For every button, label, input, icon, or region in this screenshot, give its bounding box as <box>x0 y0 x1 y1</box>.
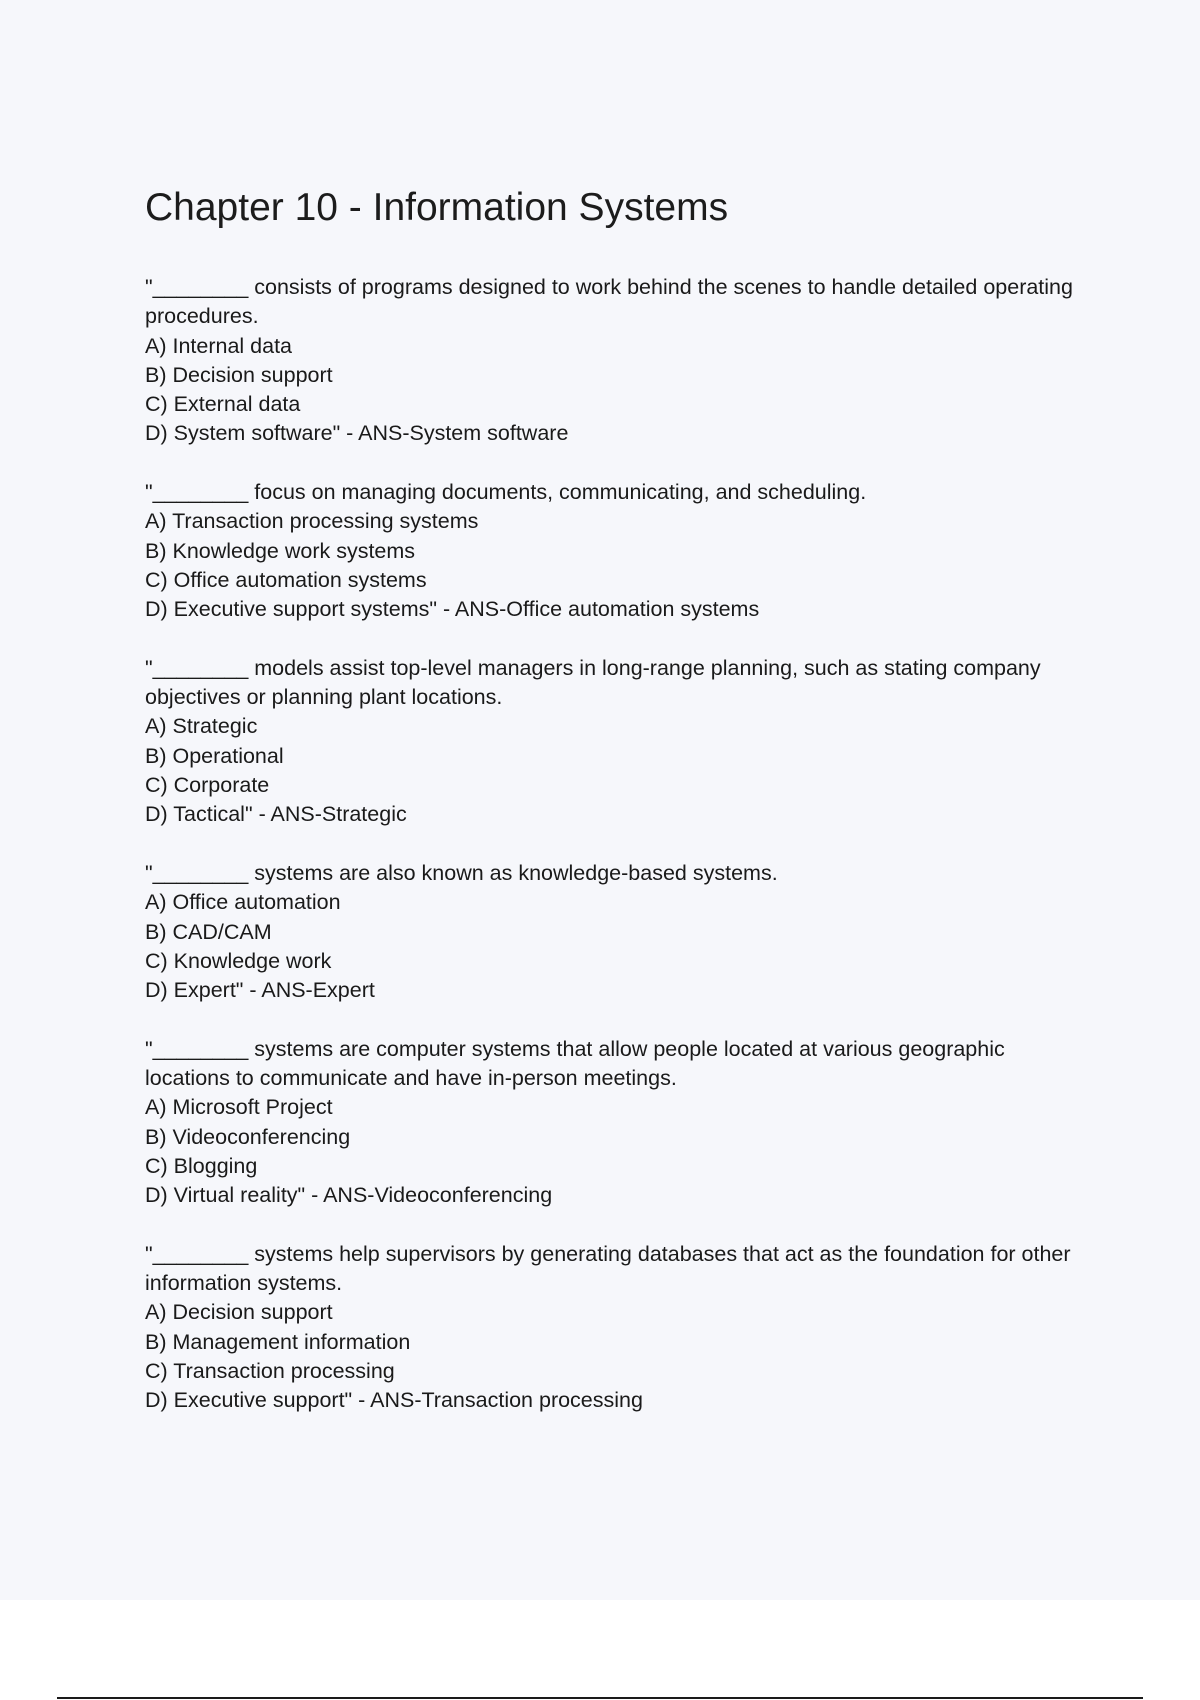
question-stem: "________ consists of programs designed to work behind the scenes to handle detailed operating procedures. <box>145 275 1073 329</box>
answer-option: A) Internal data <box>145 333 293 358</box>
answer-option: A) Microsoft Project <box>145 1095 333 1120</box>
answer-option: A) Office automation <box>145 890 341 915</box>
answer-option: B) CAD/CAM <box>145 919 272 944</box>
answer-option: A) Decision support <box>145 1300 333 1325</box>
answer-option: B) Decision support <box>145 362 333 387</box>
answer-option: C) Office automation systems <box>145 567 427 592</box>
question-stem: "________ systems are computer systems that allow people located at various geographic locations to communicate and have in-person meetings. <box>145 1036 1005 1091</box>
answer-option: A) Strategic <box>145 714 258 739</box>
answer-option: B) Management information <box>145 1329 411 1354</box>
question-item <box>145 478 1085 624</box>
answer-option: B) Videoconferencing <box>145 1124 351 1149</box>
answer-option: B) Knowledge work systems <box>145 538 416 563</box>
question-list <box>145 273 1085 1416</box>
answer-option: C) External data <box>145 392 301 417</box>
answer-option: D) System software" - ANS-System software <box>145 421 569 446</box>
document-content <box>145 182 1085 1445</box>
answer-option: C) Knowledge work <box>145 948 332 973</box>
question-stem: "________ focus on managing documents, communicating, and scheduling. <box>145 480 867 505</box>
question-stem: "________ models assist top-level managers in long-range planning, such as stating company objectives or planning plant locations. <box>145 655 1041 710</box>
answer-option: D) Tactical" - ANS-Strategic <box>145 802 407 827</box>
question-item <box>145 1035 1085 1211</box>
answer-option: C) Blogging <box>145 1153 258 1178</box>
answer-option: D) Virtual reality" - ANS-Videoconferencing <box>145 1183 553 1208</box>
answer-option: D) Executive support systems" - ANS-Office automation systems <box>145 597 760 622</box>
answer-option: D) Expert" - ANS-Expert <box>145 978 375 1003</box>
answer-option: D) Executive support" - ANS-Transaction processing <box>145 1388 643 1413</box>
question-item <box>145 654 1085 830</box>
question-stem: "________ systems help supervisors by generating databases that act as the foundation for other information systems. <box>145 1241 1071 1296</box>
answer-option: A) Transaction processing systems <box>145 509 479 534</box>
question-stem: "________ systems are also known as knowledge-based systems. <box>145 860 778 885</box>
question-item <box>145 1240 1085 1416</box>
question-item <box>145 273 1085 449</box>
page-title: Chapter 10 - Information Systems <box>145 186 729 229</box>
answer-option: C) Corporate <box>145 773 270 798</box>
answer-option: C) Transaction processing <box>145 1358 395 1383</box>
footer-divider <box>57 1697 1143 1699</box>
answer-option: B) Operational <box>145 743 284 768</box>
question-item <box>145 859 1085 1005</box>
